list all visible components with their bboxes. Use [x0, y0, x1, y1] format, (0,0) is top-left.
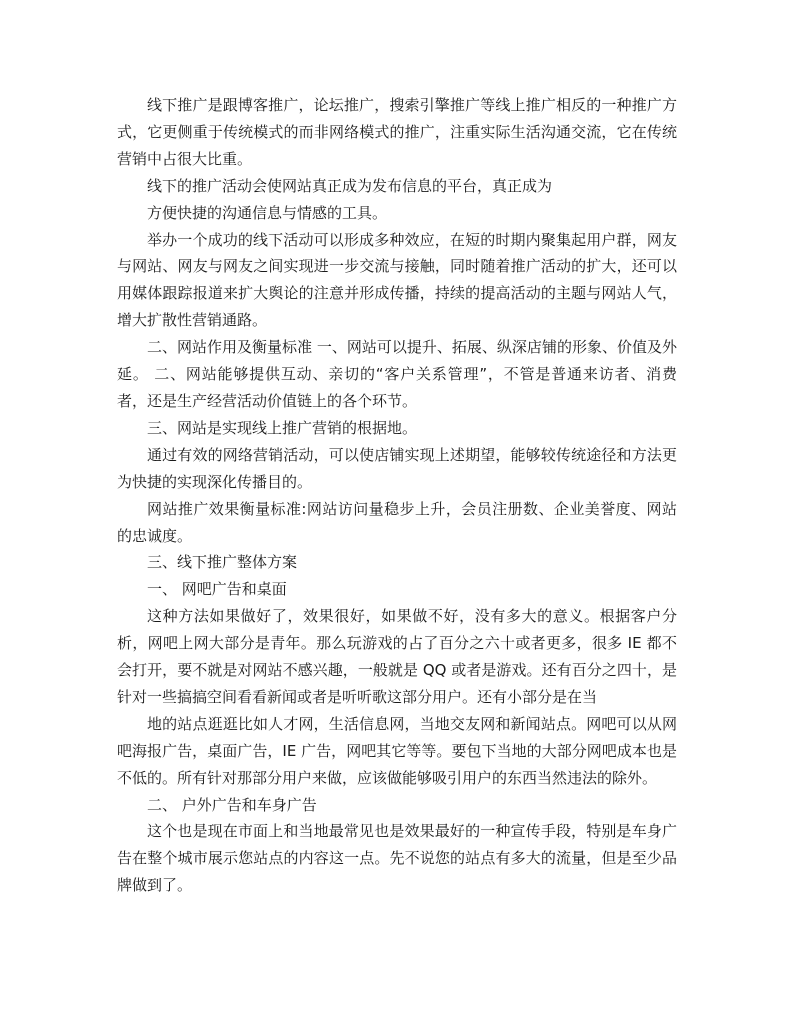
- paragraph-metrics: 网站推广效果衡量标准:网站访问量稳步上升，会员注册数、企业美誉度、网站的忠诚度。: [117, 499, 677, 545]
- paragraph-outdoor-ads: 这个也是现在市面上和当地最常见也是效果最好的一种宣传手段，特别是车身广告在整个城市展示您站点的内容这一点。先不说您的站点有多大的流量，但是至少品牌做到了。: [117, 822, 677, 895]
- heading-netcafe-ads: 一、 网吧广告和桌面: [147, 580, 287, 599]
- heading-offline-plan: 三、线下推广整体方案: [147, 553, 298, 572]
- paragraph-platform: 线下的推广活动会使网站真正成为发布信息的平台，真正成为: [147, 176, 553, 195]
- paragraph-netcafe-analysis: 这种方法如果做好了，效果很好，如果做不好，没有多大的意义。根据客户分析，网吧上网大部分是青年。那么玩游戏的占了百分之六十或者更多，很多 IE 都不会打开，要不就是对网站不感兴趣，一般就是 QQ 或者是游戏。还有百分之四十，是针对一些搞搞空间看看新闻或者是听听歌这部分用户。还有小部分是在当: [117, 607, 677, 706]
- heading-outdoor-ads: 二、 户外广告和车身广告: [147, 795, 317, 814]
- paragraph-site-role: 二、网站作用及衡量标准 一、网站可以提升、拓展、纵深店铺的形象、价值及外延。 二、网站能够提供互动、亲切的“客户关系管理”，不管是普通来访者、消费者，还是生产经营活动价值链上的各个环节。: [117, 338, 677, 410]
- paragraph-netcafe-sites: 地的站点逛逛比如人才网，生活信息网，当地交友网和新闻站点。网吧可以从网吧海报广告，桌面广告，IE 广告，网吧其它等等。要包下当地的大部分网吧成本也是不低的。所有针对那部分用户来做，应该做能够吸引用户的东西当然违法的除外。: [117, 714, 677, 787]
- paragraph-activity-effects: 举办一个成功的线下活动可以形成多种效应，在短的时期内聚集起用户群，网友与网站、网友与网友之间实现进一步交流与接触，同时随着推广活动的扩大，还可以用媒体跟踪报道来扩大舆论的注意并形成传播，持续的提高活动的主题与网站人气，增大扩散性营销通路。: [117, 230, 677, 330]
- paragraph-tool: 方便快捷的沟通信息与情感的工具。: [147, 203, 388, 222]
- paragraph-marketing: 通过有效的网络营销活动，可以使店铺实现上述期望，能够较传统途径和方法更为快捷的实现深化传播目的。: [117, 445, 677, 491]
- document-body: [117, 92, 677, 899]
- paragraph-offline-intro: 线下推广是跟博客推广，论坛推广，搜索引擎推广等线上推广相反的一种推广方式，它更侧重于传统模式的而非网络模式的推广，注重实际生活沟通交流，它在传统营销中占很大比重。: [117, 96, 677, 168]
- paragraph-site-base: 三、网站是实现线上推广营销的根据地。: [147, 418, 418, 437]
